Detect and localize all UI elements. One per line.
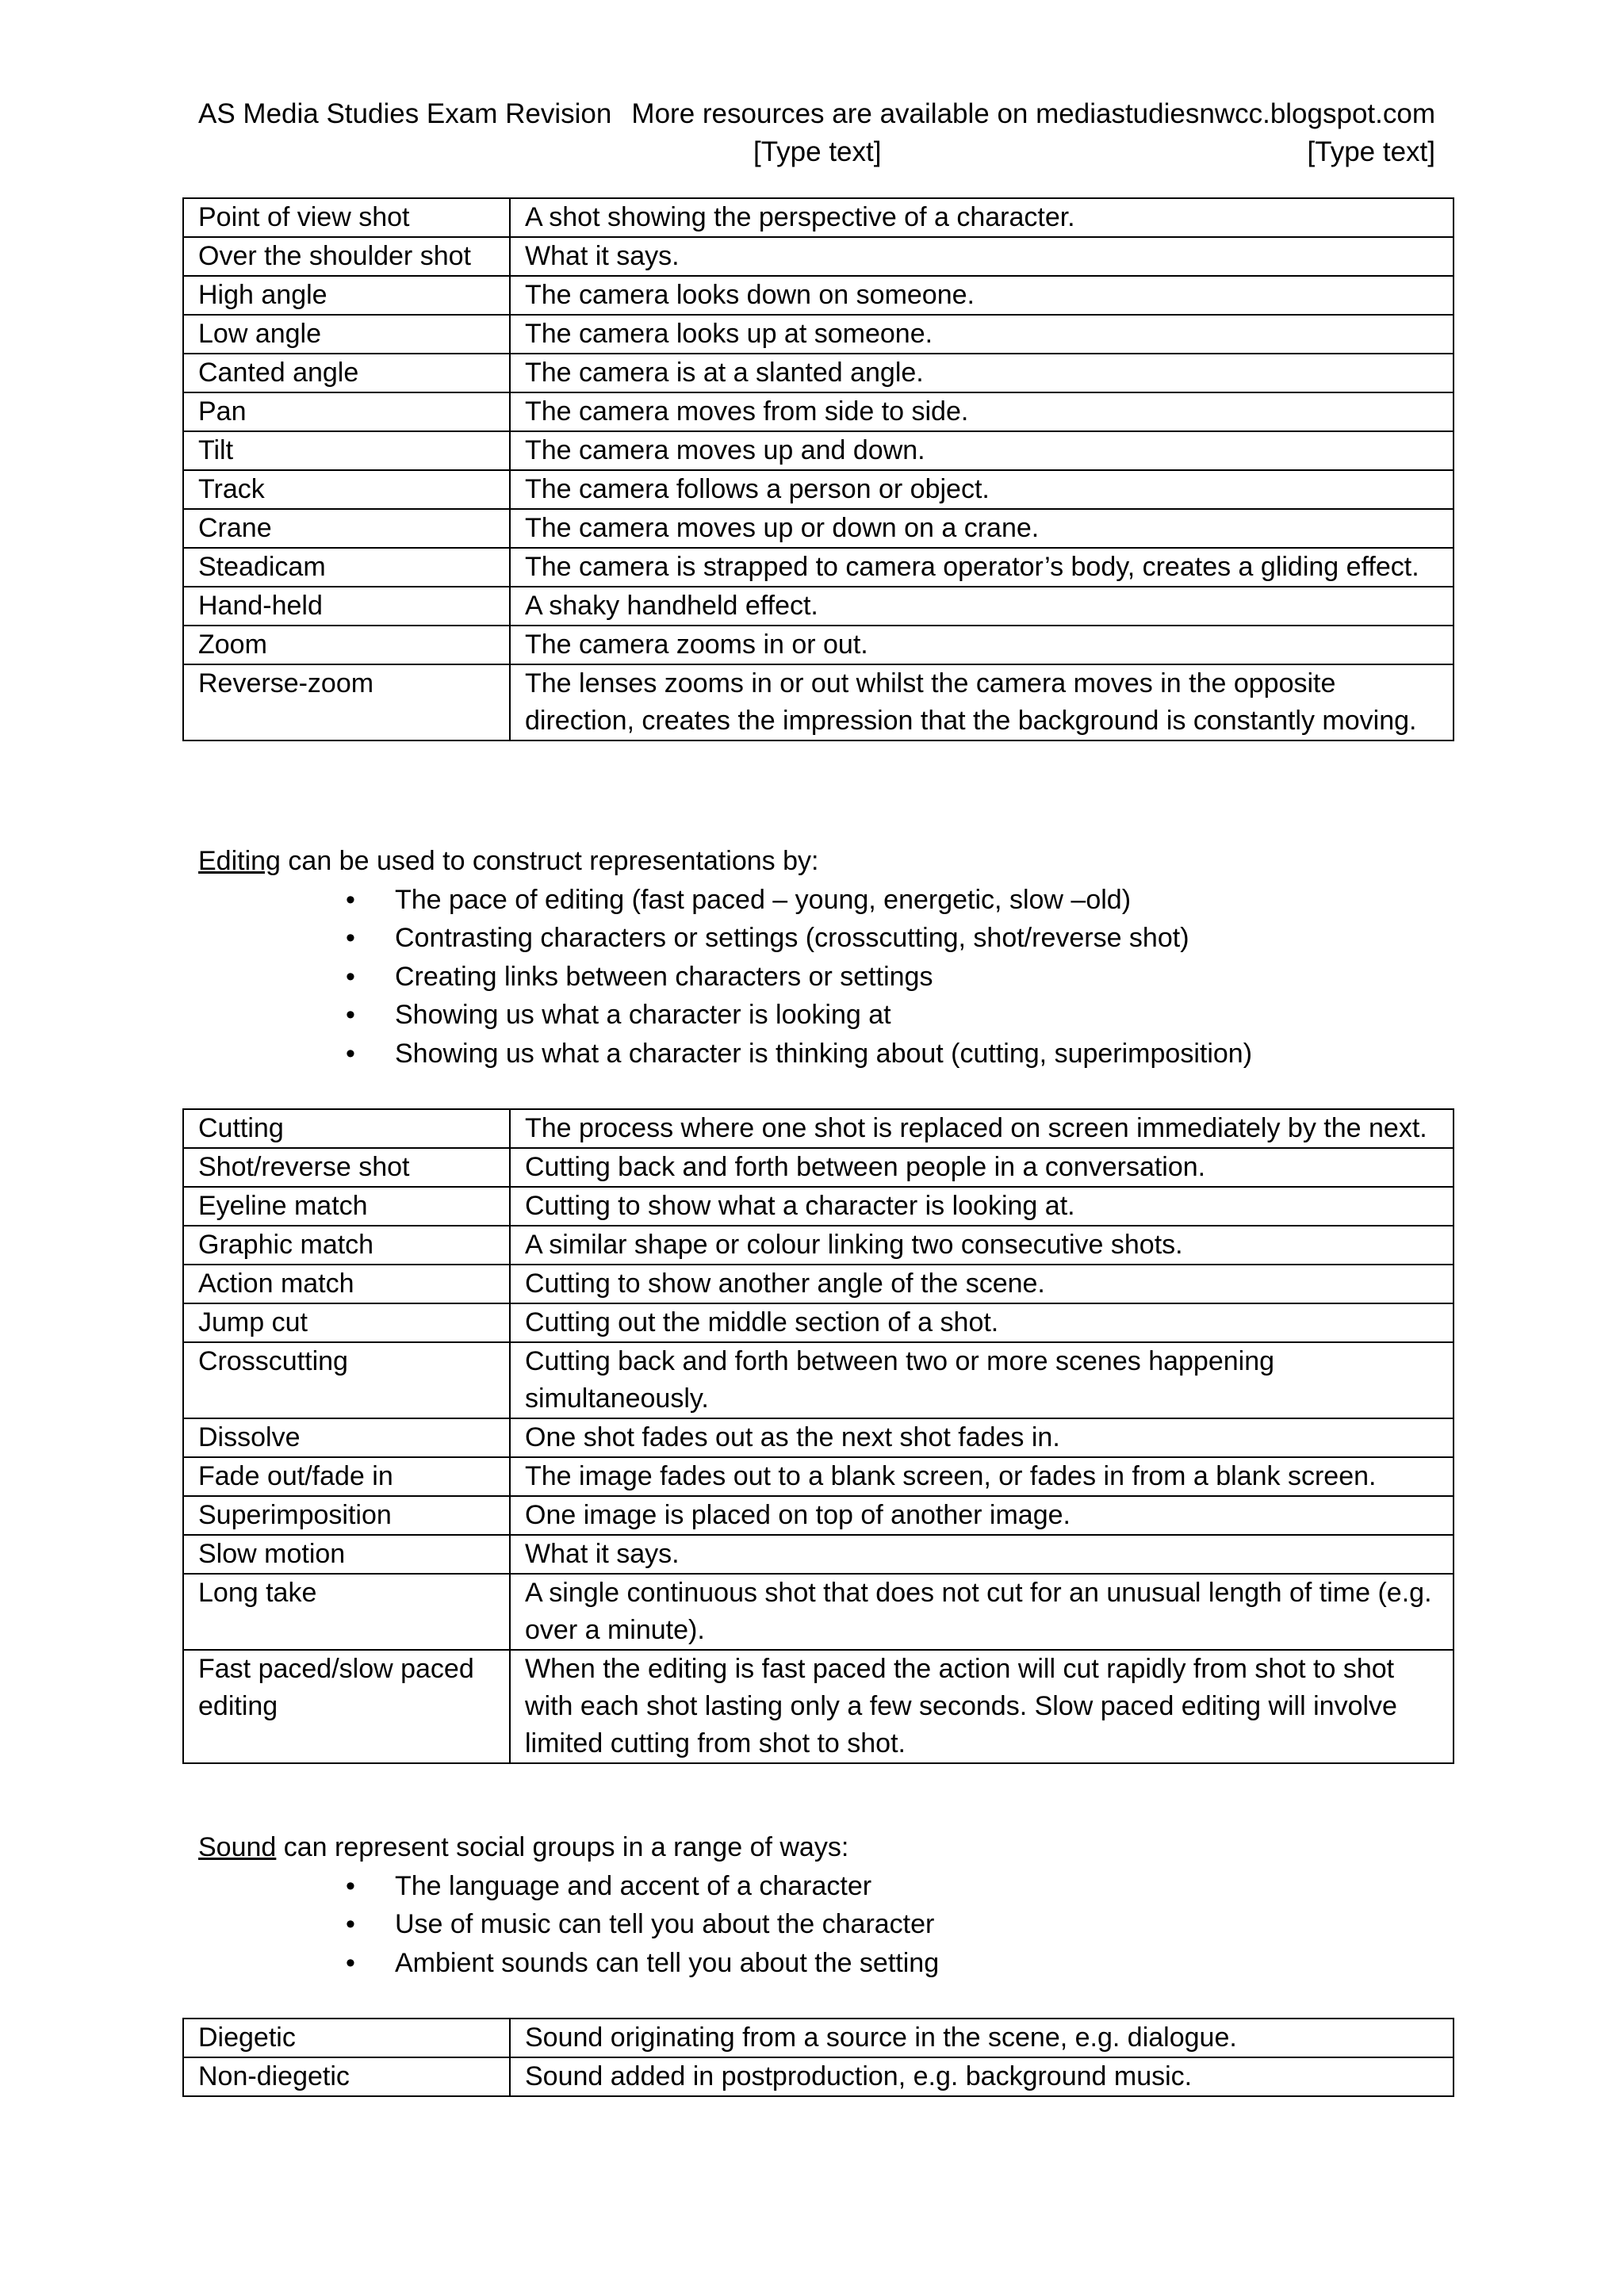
list-item-text: The language and accent of a character xyxy=(395,1870,872,1901)
definition-cell: Sound added in postproduction, e.g. background music. xyxy=(510,2057,1454,2096)
table-row xyxy=(183,1148,1454,1187)
page-header xyxy=(198,95,1435,171)
definition-cell: When the editing is fast paced the action will cut rapidly from shot to shot with each shot lasting only a few seconds. Slow paced editing will involve limited cutting from shot to shot. xyxy=(510,1650,1454,1763)
section-keyword: Editing xyxy=(198,846,281,876)
list-item-text: Use of music can tell you about the character xyxy=(395,1909,935,1939)
table-row xyxy=(183,626,1454,664)
term-cell: Long take xyxy=(183,1574,510,1650)
definition-cell: Cutting to show what a character is looking at. xyxy=(510,1187,1454,1226)
term-cell: Fast paced/slow paced editing xyxy=(183,1650,510,1763)
table-row xyxy=(183,431,1454,470)
table-row xyxy=(183,1496,1454,1535)
definition-cell: The camera follows a person or object. xyxy=(510,470,1454,509)
header-placeholder-center: [Type text] xyxy=(753,136,882,167)
definition-cell: A shaky handheld effect. xyxy=(510,587,1454,626)
table-row xyxy=(183,2019,1454,2057)
list-item xyxy=(198,1867,1435,1906)
list-item xyxy=(198,1905,1435,1944)
definition-cell: One image is placed on top of another image. xyxy=(510,1496,1454,1535)
definition-cell: The camera is strapped to camera operator’s body, creates a gliding effect. xyxy=(510,548,1454,587)
term-cell: Over the shoulder shot xyxy=(183,237,510,276)
definition-cell: A similar shape or colour linking two consecutive shots. xyxy=(510,1226,1454,1265)
definition-cell: A single continuous shot that does not cut for an unusual length of time (e.g. over a minute). xyxy=(510,1574,1454,1650)
term-cell: Slow motion xyxy=(183,1535,510,1574)
table-row xyxy=(183,664,1454,740)
term-cell: Steadicam xyxy=(183,548,510,587)
term-cell: Superimposition xyxy=(183,1496,510,1535)
list-item xyxy=(198,1035,1435,1073)
list-item xyxy=(198,996,1435,1035)
header-resources: More resources are available on mediastudiesnwcc.blogspot.com xyxy=(631,98,1435,129)
term-cell: Dissolve xyxy=(183,1418,510,1457)
section-intro xyxy=(198,1828,1435,1867)
definition-cell: Cutting out the middle section of a shot. xyxy=(510,1303,1454,1342)
header-placeholder-line xyxy=(198,133,1435,171)
term-cell: Jump cut xyxy=(183,1303,510,1342)
table-row xyxy=(183,509,1454,548)
list-item-text: Showing us what a character is looking at xyxy=(395,1000,891,1030)
definition-cell: The camera is at a slanted angle. xyxy=(510,354,1454,392)
definition-cell: Sound originating from a source in the scene, e.g. dialogue. xyxy=(510,2019,1454,2057)
table-row xyxy=(183,1418,1454,1457)
term-cell: Reverse-zoom xyxy=(183,664,510,740)
term-cell: Tilt xyxy=(183,431,510,470)
table-row xyxy=(183,1535,1454,1574)
bullet-icon: • xyxy=(346,1909,355,1939)
table-row xyxy=(183,1109,1454,1148)
term-cell: Cutting xyxy=(183,1109,510,1148)
table-row xyxy=(183,1574,1454,1650)
intro-text: can represent social groups in a range of ways: xyxy=(276,1832,849,1862)
bullet-icon: • xyxy=(346,1947,355,1978)
list-item xyxy=(198,881,1435,920)
table-row xyxy=(183,1265,1454,1303)
list-item-text: The pace of editing (fast paced – young, energetic, slow –old) xyxy=(395,884,1132,915)
table-row xyxy=(183,1303,1454,1342)
definition-cell: The camera looks down on someone. xyxy=(510,276,1454,315)
definition-cell: The lenses zooms in or out whilst the camera moves in the opposite direction, creates the impression that the background is constantly moving. xyxy=(510,664,1454,740)
table-row xyxy=(183,276,1454,315)
term-cell: High angle xyxy=(183,276,510,315)
term-cell: Graphic match xyxy=(183,1226,510,1265)
definition-cell: One shot fades out as the next shot fades in. xyxy=(510,1418,1454,1457)
table-row xyxy=(183,315,1454,354)
header-line xyxy=(198,95,1435,133)
definition-cell: What it says. xyxy=(510,237,1454,276)
definition-cell: The image fades out to a blank screen, or fades in from a blank screen. xyxy=(510,1457,1454,1496)
term-cell: Point of view shot xyxy=(183,198,510,237)
list-item-text: Contrasting characters or settings (crosscutting, shot/reverse shot) xyxy=(395,923,1189,953)
term-cell: Action match xyxy=(183,1265,510,1303)
bullet-icon: • xyxy=(346,923,355,953)
term-cell: Shot/reverse shot xyxy=(183,1148,510,1187)
term-cell: Crosscutting xyxy=(183,1342,510,1418)
table-row xyxy=(183,237,1454,276)
table-row xyxy=(183,1187,1454,1226)
term-cell: Zoom xyxy=(183,626,510,664)
header-placeholder-right: [Type text] xyxy=(1307,136,1435,167)
sound-section xyxy=(198,1828,1435,1982)
table-row xyxy=(183,354,1454,392)
table-row xyxy=(183,392,1454,431)
editing-section xyxy=(198,842,1435,1073)
definition-cell: What it says. xyxy=(510,1535,1454,1574)
definition-cell: Cutting back and forth between two or more scenes happening simultaneously. xyxy=(510,1342,1454,1418)
definition-cell: A shot showing the perspective of a character. xyxy=(510,198,1454,237)
definition-cell: The camera zooms in or out. xyxy=(510,626,1454,664)
term-cell: Crane xyxy=(183,509,510,548)
list-item xyxy=(198,958,1435,997)
intro-text: can be used to construct representations by: xyxy=(280,846,819,876)
table-row xyxy=(183,2057,1454,2096)
table-row xyxy=(183,1342,1454,1418)
table-row xyxy=(183,470,1454,509)
definition-cell: The process where one shot is replaced on screen immediately by the next. xyxy=(510,1109,1454,1148)
term-cell: Fade out/fade in xyxy=(183,1457,510,1496)
term-cell: Canted angle xyxy=(183,354,510,392)
bullet-list xyxy=(198,881,1435,1073)
definition-cell: The camera looks up at someone. xyxy=(510,315,1454,354)
table-row xyxy=(183,1650,1454,1763)
bullet-list xyxy=(198,1867,1435,1983)
table-row xyxy=(183,1457,1454,1496)
term-cell: Diegetic xyxy=(183,2019,510,2057)
definition-cell: The camera moves up or down on a crane. xyxy=(510,509,1454,548)
list-item-text: Showing us what a character is thinking about (cutting, superimposition) xyxy=(395,1038,1253,1069)
section-intro xyxy=(198,842,1435,881)
term-cell: Track xyxy=(183,470,510,509)
camera-terms-table xyxy=(182,197,1454,741)
definition-cell: Cutting back and forth between people in a conversation. xyxy=(510,1148,1454,1187)
bullet-icon: • xyxy=(346,1870,355,1901)
header-title: AS Media Studies Exam Revision xyxy=(198,98,612,129)
term-cell: Eyeline match xyxy=(183,1187,510,1226)
term-cell: Low angle xyxy=(183,315,510,354)
bullet-icon: • xyxy=(346,1000,355,1030)
table-row xyxy=(183,587,1454,626)
bullet-icon: • xyxy=(346,1038,355,1069)
sound-terms-table xyxy=(182,2018,1454,2097)
definition-cell: The camera moves from side to side. xyxy=(510,392,1454,431)
definition-cell: Cutting to show another angle of the scene. xyxy=(510,1265,1454,1303)
list-item xyxy=(198,919,1435,958)
table-row xyxy=(183,198,1454,237)
term-cell: Hand-held xyxy=(183,587,510,626)
term-cell: Non-diegetic xyxy=(183,2057,510,2096)
bullet-icon: • xyxy=(346,961,355,992)
editing-terms-table xyxy=(182,1108,1454,1764)
section-keyword: Sound xyxy=(198,1832,277,1862)
bullet-icon: • xyxy=(346,884,355,915)
list-item-text: Creating links between characters or settings xyxy=(395,961,933,992)
table-row xyxy=(183,1226,1454,1265)
definition-cell: The camera moves up and down. xyxy=(510,431,1454,470)
list-item xyxy=(198,1944,1435,1983)
term-cell: Pan xyxy=(183,392,510,431)
table-row xyxy=(183,548,1454,587)
list-item-text: Ambient sounds can tell you about the setting xyxy=(395,1947,940,1978)
